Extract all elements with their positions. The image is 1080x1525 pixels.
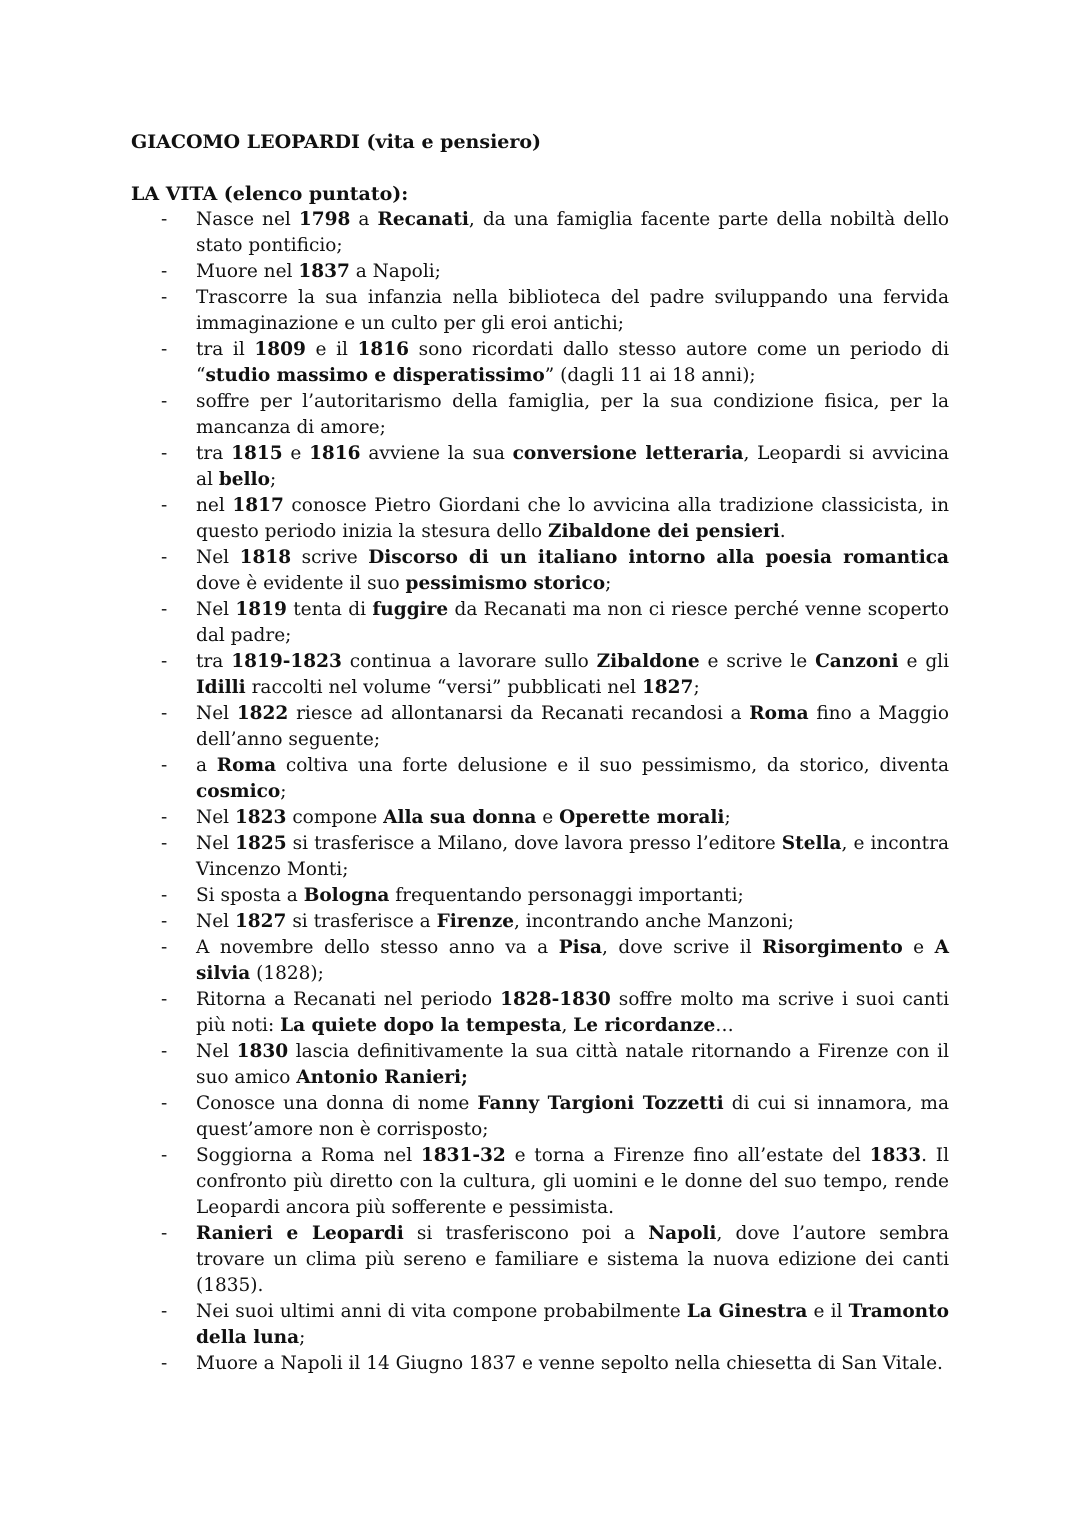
text-segment: ” (dagli 11 ai 18 anni); — [544, 365, 756, 386]
text-segment: fino a Maggio dell’anno seguente; — [196, 703, 949, 750]
text-segment: , incontrando anche Manzoni; — [513, 911, 794, 932]
bold-text: La quiete dopo la tempesta — [280, 1015, 562, 1036]
bold-text: Roma — [216, 755, 277, 776]
text-segment: , dove l’autore sembra trovare un clima più sereno e familiare e sistema la nuova edizione dei canti (1835). — [196, 1223, 949, 1296]
text-segment: , Leopardi si avvicina al — [196, 443, 949, 490]
bold-text: 1816 — [309, 443, 361, 464]
bullet-marker: - — [161, 287, 168, 308]
bullet-marker: - — [161, 599, 168, 620]
bold-text: Napoli — [648, 1223, 717, 1244]
text-segment: tra — [196, 443, 232, 464]
bold-text: fuggire — [372, 599, 449, 620]
bullet-list — [159, 207, 949, 1377]
list-item — [159, 1091, 949, 1143]
bold-text: 1817 — [232, 495, 284, 516]
text-segment: ; — [605, 573, 612, 594]
text-segment: e — [282, 443, 310, 464]
text-segment: Soggiorna a Roma nel — [196, 1145, 421, 1166]
text-segment: soffre per l’autoritarismo della famiglia, per la sua condizione fisica, per la mancanza di amore; — [196, 391, 949, 438]
text-segment: a — [196, 755, 217, 776]
list-item — [159, 1351, 949, 1377]
text-segment: sono ricordati dallo stesso autore come un periodo di “ — [196, 339, 949, 386]
text-segment: Nel — [196, 547, 240, 568]
text-segment: continua a lavorare sullo — [341, 651, 597, 672]
section-title: LA VITA (elenco puntato): — [131, 183, 409, 205]
text-segment: Nel — [196, 833, 236, 854]
document-title: GIACOMO LEOPARDI (vita e pensiero) — [131, 131, 542, 153]
list-item — [159, 701, 949, 753]
text-segment: Conosce una donna di nome — [196, 1093, 478, 1114]
bold-text: Stella — [781, 833, 842, 854]
list-item — [159, 285, 949, 337]
bullet-marker: - — [161, 1353, 168, 1374]
text-segment: ; — [724, 807, 731, 828]
text-segment: Ritorna a Recanati nel periodo — [196, 989, 501, 1010]
text-segment: Si sposta a — [196, 885, 304, 906]
text-segment: e il — [807, 1301, 849, 1322]
text-segment: Muore nel — [196, 261, 299, 282]
bold-text: bello — [218, 469, 270, 490]
bold-text: 1818 — [239, 547, 292, 568]
text-segment: e torna a Firenze fino all’estate del — [505, 1145, 870, 1166]
bold-text: Bologna — [303, 885, 390, 906]
text-segment: di cui si innamora, ma quest’amore non è corrisposto; — [196, 1093, 949, 1140]
bullet-marker: - — [161, 833, 168, 854]
bullet-marker: - — [161, 911, 168, 932]
list-item — [159, 987, 949, 1039]
bold-text: 1830 — [236, 1041, 289, 1062]
bold-text: 1816 — [357, 339, 410, 360]
text-segment: avviene la sua — [360, 443, 513, 464]
list-item — [159, 649, 949, 701]
list-item — [159, 207, 949, 259]
text-segment: si trasferisce a Milano, dove lavora presso l’editore — [286, 833, 782, 854]
bold-text: 1822 — [236, 703, 289, 724]
list-item — [159, 493, 949, 545]
text-segment: si trasferisce a — [286, 911, 437, 932]
list-item — [159, 1299, 949, 1351]
text-segment: ; — [693, 677, 700, 698]
bullet-marker: - — [161, 547, 168, 568]
list-item — [159, 597, 949, 649]
bold-text: A silvia — [196, 937, 949, 984]
bold-text: Ranieri e Leopardi — [196, 1223, 404, 1244]
text-segment: . — [779, 521, 786, 542]
bold-text: 1815 — [231, 443, 283, 464]
bold-text: 1798 — [298, 209, 351, 230]
text-segment: a Napoli; — [349, 261, 441, 282]
list-item — [159, 1221, 949, 1299]
bold-text: Pisa — [558, 937, 603, 958]
bullet-marker: - — [161, 989, 168, 1010]
text-segment: Nel — [196, 911, 235, 932]
bullet-marker: - — [161, 391, 168, 412]
text-segment: , dove scrive il — [602, 937, 763, 958]
bold-text: Idilli — [196, 677, 246, 698]
text-segment: Nel — [196, 807, 235, 828]
text-segment: e il — [305, 339, 358, 360]
text-segment: soffre molto ma scrive i suoi canti più noti: — [196, 989, 950, 1036]
bold-text: Operette morali — [559, 807, 725, 828]
bold-text: La Ginestra — [686, 1301, 808, 1322]
list-item — [159, 805, 949, 831]
list-item — [159, 1143, 949, 1221]
list-item — [159, 441, 949, 493]
bold-text: pessimismo storico — [405, 573, 606, 594]
bold-text: Fanny Targioni Tozzetti — [477, 1093, 724, 1114]
bold-text: 1827 — [234, 911, 287, 932]
text-segment: Nel — [196, 599, 236, 620]
list-item — [159, 909, 949, 935]
list-item — [159, 259, 949, 285]
bullet-marker: - — [161, 209, 168, 230]
bold-text: Zibaldone — [596, 651, 700, 672]
text-segment: si trasferiscono poi a — [403, 1223, 649, 1244]
bold-text: Firenze — [436, 911, 514, 932]
bullet-marker: - — [161, 339, 168, 360]
bold-text: Risorgimento — [762, 937, 903, 958]
text-segment: . Il confronto più diretto con la cultura, gli uomini e le donne del suo tempo, rende Leopardi ancora più sofferente e pessimista. — [196, 1145, 950, 1218]
bullet-marker: - — [161, 1041, 168, 1062]
bullet-marker: - — [161, 1093, 168, 1114]
bullet-marker: - — [161, 651, 168, 672]
list-item — [159, 883, 949, 909]
text-segment: lascia definitivamente la sua città natale ritornando a Firenze con il suo amico — [196, 1041, 949, 1088]
bold-text: 1827 — [641, 677, 694, 698]
text-segment: A novembre dello stesso anno va a — [196, 937, 559, 958]
bold-text: Zibaldone dei pensieri — [548, 521, 780, 542]
bold-text: Roma — [749, 703, 809, 724]
list-item — [159, 935, 949, 987]
text-segment: e scrive le — [699, 651, 816, 672]
text-segment: tra — [196, 651, 232, 672]
bold-text: Tramonto della luna — [196, 1301, 949, 1348]
text-segment: raccolti nel volume “versi” pubblicati nel — [245, 677, 642, 698]
bold-text: Alla sua donna — [383, 807, 537, 828]
bold-text: Le ricordanze — [573, 1015, 716, 1036]
list-item — [159, 753, 949, 805]
list-item — [159, 337, 949, 389]
text-segment: ; — [269, 469, 277, 490]
text-segment: , e incontra Vincenzo Monti; — [196, 833, 949, 880]
list-item — [159, 831, 949, 883]
bullet-marker: - — [161, 261, 168, 282]
bullet-marker: - — [161, 807, 168, 828]
bold-text: cosmico — [196, 781, 281, 802]
bullet-marker: - — [161, 703, 168, 724]
bold-text: Canzoni — [815, 651, 899, 672]
bullet-marker: - — [161, 1301, 168, 1322]
text-segment: Muore a Napoli il 14 Giugno 1837 e venne sepolto nella chiesetta di San Vitale. — [196, 1353, 943, 1374]
text-segment: tra il — [196, 339, 255, 360]
text-segment: e gli — [898, 651, 949, 672]
text-segment: compone — [286, 807, 384, 828]
text-segment: tenta di — [286, 599, 373, 620]
bold-text: studio massimo e disperatissimo — [205, 365, 545, 386]
bullet-marker: - — [161, 937, 168, 958]
bullet-marker: - — [161, 1145, 168, 1166]
text-segment: Nel — [196, 1041, 237, 1062]
text-segment: nel — [196, 495, 233, 516]
bold-text: 1809 — [254, 339, 306, 360]
list-item — [159, 545, 949, 597]
text-segment: frequentando personaggi importanti; — [389, 885, 744, 906]
bold-text: Discorso di un italiano intorno alla poesia romantica — [368, 547, 950, 568]
bold-text: 1831-32 — [420, 1145, 506, 1166]
bold-text: Recanati — [377, 209, 469, 230]
text-segment: riesce ad allontanarsi da Recanati recandosi a — [288, 703, 750, 724]
bullet-marker: - — [161, 885, 168, 906]
bold-text: conversione letteraria — [512, 443, 744, 464]
bold-text: 1825 — [235, 833, 287, 854]
bold-text: Antonio Ranieri; — [296, 1067, 468, 1088]
text-segment: , da una famiglia facente parte della nobiltà dello stato pontificio; — [196, 209, 950, 256]
bold-text: 1819-1823 — [231, 651, 342, 672]
bold-text: 1828-1830 — [500, 989, 611, 1010]
text-segment: conosce Pietro Giordani che lo avvicina alla tradizione classicista, in questo periodo inizia la stesura dello — [196, 495, 949, 542]
bullet-marker: - — [161, 755, 168, 776]
bold-text: 1833 — [869, 1145, 922, 1166]
list-item — [159, 389, 949, 441]
text-segment: e — [536, 807, 560, 828]
text-segment: Trascorre la sua infanzia nella biblioteca del padre sviluppando una fervida immaginazione e un culto per gli eroi antichi; — [196, 287, 949, 334]
bullet-marker: - — [161, 443, 168, 464]
text-segment: a — [350, 209, 378, 230]
bold-text: 1823 — [234, 807, 287, 828]
text-segment: ; — [299, 1327, 306, 1348]
text-segment: dove è evidente il suo — [196, 573, 406, 594]
list-item — [159, 1039, 949, 1091]
text-segment: scrive — [291, 547, 369, 568]
text-segment: (1828); — [250, 963, 324, 984]
bullet-marker: - — [161, 495, 168, 516]
text-segment: Nel — [196, 703, 237, 724]
bold-text: 1819 — [235, 599, 287, 620]
bullet-marker: - — [161, 1223, 168, 1244]
text-segment: da Recanati ma non ci riesce perché venne scoperto dal padre; — [196, 599, 949, 646]
bold-text: 1837 — [298, 261, 350, 282]
text-segment: Nei suoi ultimi anni di vita compone probabilmente — [196, 1301, 687, 1322]
text-segment: coltiva una forte delusione e il suo pessimismo, da storico, diventa — [276, 755, 949, 776]
text-segment: … — [715, 1015, 734, 1036]
text-segment: e — [902, 937, 935, 958]
text-segment: ; — [280, 781, 287, 802]
text-segment: , — [561, 1015, 574, 1036]
text-segment: Nasce nel — [196, 209, 299, 230]
